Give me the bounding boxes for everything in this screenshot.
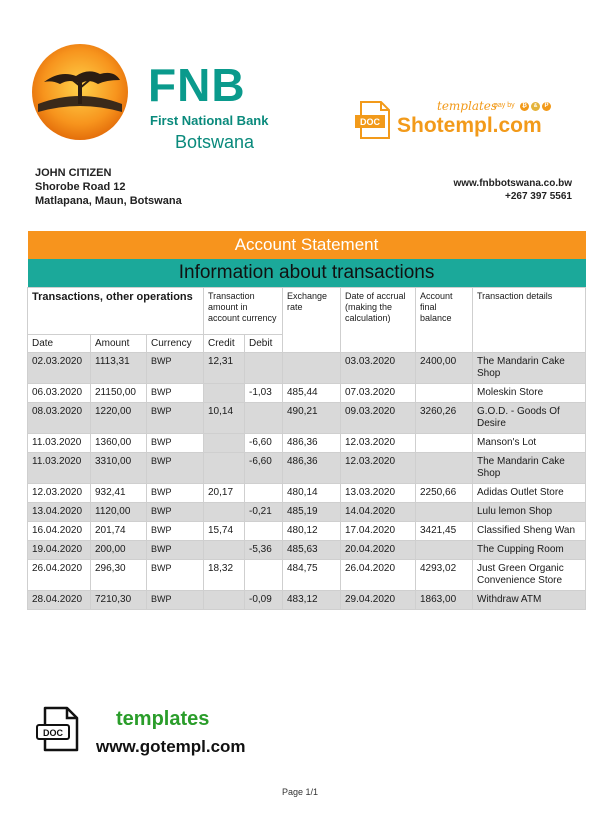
row-date: 16.04.2020 (28, 522, 91, 541)
watermark-brand: Shotempl.com (397, 114, 542, 137)
row-balance (416, 434, 473, 453)
table-row (28, 353, 586, 384)
header-transactions: Transactions, other operations (28, 288, 204, 335)
bank-website: www.fnbbotswana.co.bw (453, 178, 572, 189)
row-credit (204, 434, 245, 453)
row-details: The Mandarin Cake Shop (473, 453, 586, 484)
row-date: 26.04.2020 (28, 560, 91, 591)
row-accrual-date: 20.04.2020 (341, 541, 416, 560)
row-details: G.O.D. - Goods Of Desire (473, 403, 586, 434)
row-currency: BWP (147, 484, 204, 503)
row-exchange-rate: 486,36 (283, 434, 341, 453)
row-debit (245, 353, 283, 384)
header-currency: Currency (147, 335, 204, 353)
row-accrual-date: 29.04.2020 (341, 591, 416, 610)
row-debit (245, 403, 283, 434)
row-exchange-rate: 485,44 (283, 384, 341, 403)
row-credit (204, 503, 245, 522)
row-currency: BWP (147, 434, 204, 453)
table-row (28, 434, 586, 453)
row-accrual-date: 09.03.2020 (341, 403, 416, 434)
paypal-icon: P (542, 102, 551, 111)
row-credit (204, 541, 245, 560)
row-accrual-date: 14.04.2020 (341, 503, 416, 522)
footer-doc-label: DOC (43, 728, 63, 738)
row-amount: 932,41 (91, 484, 147, 503)
row-balance: 2400,00 (416, 353, 473, 384)
row-debit: -6,60 (245, 434, 283, 453)
row-balance: 2250,66 (416, 484, 473, 503)
table-row (28, 541, 586, 560)
page-number: Page 1/1 (281, 787, 319, 797)
row-details: The Cupping Room (473, 541, 586, 560)
row-accrual-date: 26.04.2020 (341, 560, 416, 591)
watermark-doc-label: DOC (360, 117, 380, 127)
table-row (28, 591, 586, 610)
row-credit: 10,14 (204, 403, 245, 434)
row-accrual-date: 13.03.2020 (341, 484, 416, 503)
row-currency: BWP (147, 591, 204, 610)
row-balance: 3260,26 (416, 403, 473, 434)
table-row (28, 522, 586, 541)
header-final-balance: Account final balance (416, 288, 473, 353)
fnb-logo-icon (30, 42, 130, 142)
row-exchange-rate: 484,75 (283, 560, 341, 591)
client-address-line2: Matlapana, Maun, Botswana (35, 195, 182, 207)
row-credit: 12,31 (204, 353, 245, 384)
row-credit: 15,74 (204, 522, 245, 541)
row-details: The Mandarin Cake Shop (473, 353, 586, 384)
row-details: Lulu lemon Shop (473, 503, 586, 522)
row-debit (245, 560, 283, 591)
transaction-rows (28, 353, 586, 610)
row-currency: BWP (147, 453, 204, 484)
statement-title: Account Statement (28, 231, 586, 259)
row-currency: BWP (147, 353, 204, 384)
row-exchange-rate: 485,63 (283, 541, 341, 560)
statement-table (27, 231, 586, 610)
row-exchange-rate: 485,19 (283, 503, 341, 522)
bank-country: Botswana (175, 132, 255, 152)
row-date: 08.03.2020 (28, 403, 91, 434)
row-exchange-rate: 490,21 (283, 403, 341, 434)
header-debit: Debit (245, 335, 283, 353)
row-amount: 296,30 (91, 560, 147, 591)
row-currency: BWP (147, 522, 204, 541)
row-debit (245, 484, 283, 503)
row-debit: -5,36 (245, 541, 283, 560)
table-row (28, 453, 586, 484)
row-credit: 18,32 (204, 560, 245, 591)
row-currency: BWP (147, 541, 204, 560)
row-amount: 3310,00 (91, 453, 147, 484)
row-credit (204, 453, 245, 484)
doc-file-icon (35, 706, 83, 752)
row-balance: 4293,02 (416, 560, 473, 591)
row-amount: 1360,00 (91, 434, 147, 453)
row-credit (204, 384, 245, 403)
row-currency: BWP (147, 384, 204, 403)
header-details: Transaction details (473, 288, 586, 353)
row-debit: -0,21 (245, 503, 283, 522)
watermark-pay-label: pay by (494, 102, 515, 109)
footer-url-link[interactable]: www.gotempl.com (96, 737, 246, 756)
row-balance (416, 541, 473, 560)
row-balance (416, 384, 473, 403)
row-balance (416, 453, 473, 484)
doc-file-icon (355, 100, 393, 140)
row-details: Adidas Outlet Store (473, 484, 586, 503)
row-balance: 1863,00 (416, 591, 473, 610)
row-date: 06.03.2020 (28, 384, 91, 403)
header-date: Date (28, 335, 91, 353)
header-amount: Amount (91, 335, 147, 353)
row-currency: BWP (147, 560, 204, 591)
row-exchange-rate: 486,36 (283, 453, 341, 484)
row-amount: 1220,00 (91, 403, 147, 434)
bank-short-name: FNB (148, 59, 246, 111)
row-credit (204, 591, 245, 610)
row-credit: 20,17 (204, 484, 245, 503)
table-row (28, 403, 586, 434)
coin-icon: & (531, 102, 540, 111)
table-row (28, 484, 586, 503)
row-exchange-rate: 480,12 (283, 522, 341, 541)
row-date: 12.03.2020 (28, 484, 91, 503)
table-row (28, 503, 586, 522)
row-debit: -6,60 (245, 453, 283, 484)
row-details: Just Green Organic Convenience Store (473, 560, 586, 591)
header-transaction-amount: Transaction amount in account currency (204, 288, 283, 335)
bank-phone: +267 397 5561 (504, 191, 572, 202)
bank-full-name: First National Bank (150, 113, 269, 128)
client-address-line1: Shorobe Road 12 (35, 181, 126, 193)
bitcoin-icon: ₿ (520, 102, 529, 111)
statement-subtitle: Information about transactions (28, 259, 586, 288)
row-amount: 21150,00 (91, 384, 147, 403)
row-date: 02.03.2020 (28, 353, 91, 384)
row-details: Withdraw ATM (473, 591, 586, 610)
row-date: 11.03.2020 (28, 453, 91, 484)
row-balance: 3421,45 (416, 522, 473, 541)
row-date: 11.03.2020 (28, 434, 91, 453)
row-exchange-rate (283, 353, 341, 384)
row-amount: 1113,31 (91, 353, 147, 384)
row-amount: 200,00 (91, 541, 147, 560)
row-currency: BWP (147, 403, 204, 434)
client-address-block (35, 166, 182, 208)
row-balance (416, 503, 473, 522)
row-debit (245, 522, 283, 541)
row-details: Moleskin Store (473, 384, 586, 403)
row-date: 19.04.2020 (28, 541, 91, 560)
bank-contact-block (453, 177, 572, 203)
client-name: JOHN CITIZEN (35, 167, 112, 179)
row-currency: BWP (147, 503, 204, 522)
row-date: 13.04.2020 (28, 503, 91, 522)
row-amount: 7210,30 (91, 591, 147, 610)
row-accrual-date: 12.03.2020 (341, 434, 416, 453)
row-accrual-date: 07.03.2020 (341, 384, 416, 403)
row-accrual-date: 03.03.2020 (341, 353, 416, 384)
row-details: Classified Sheng Wan (473, 522, 586, 541)
row-exchange-rate: 480,14 (283, 484, 341, 503)
header-exchange-rate: Exchange rate (283, 288, 341, 353)
row-amount: 1120,00 (91, 503, 147, 522)
header-date-accrual: Date of accrual (making the calculation) (341, 288, 416, 353)
table-row (28, 560, 586, 591)
footer-templates-title: templates (116, 708, 210, 730)
row-amount: 201,74 (91, 522, 147, 541)
table-row (28, 384, 586, 403)
row-accrual-date: 12.03.2020 (341, 453, 416, 484)
header-credit: Credit (204, 335, 245, 353)
row-date: 28.04.2020 (28, 591, 91, 610)
watermark-tagline: templates (437, 99, 498, 113)
row-accrual-date: 17.04.2020 (341, 522, 416, 541)
row-debit: -0,09 (245, 591, 283, 610)
row-exchange-rate: 483,12 (283, 591, 341, 610)
row-details: Manson's Lot (473, 434, 586, 453)
row-debit: -1,03 (245, 384, 283, 403)
